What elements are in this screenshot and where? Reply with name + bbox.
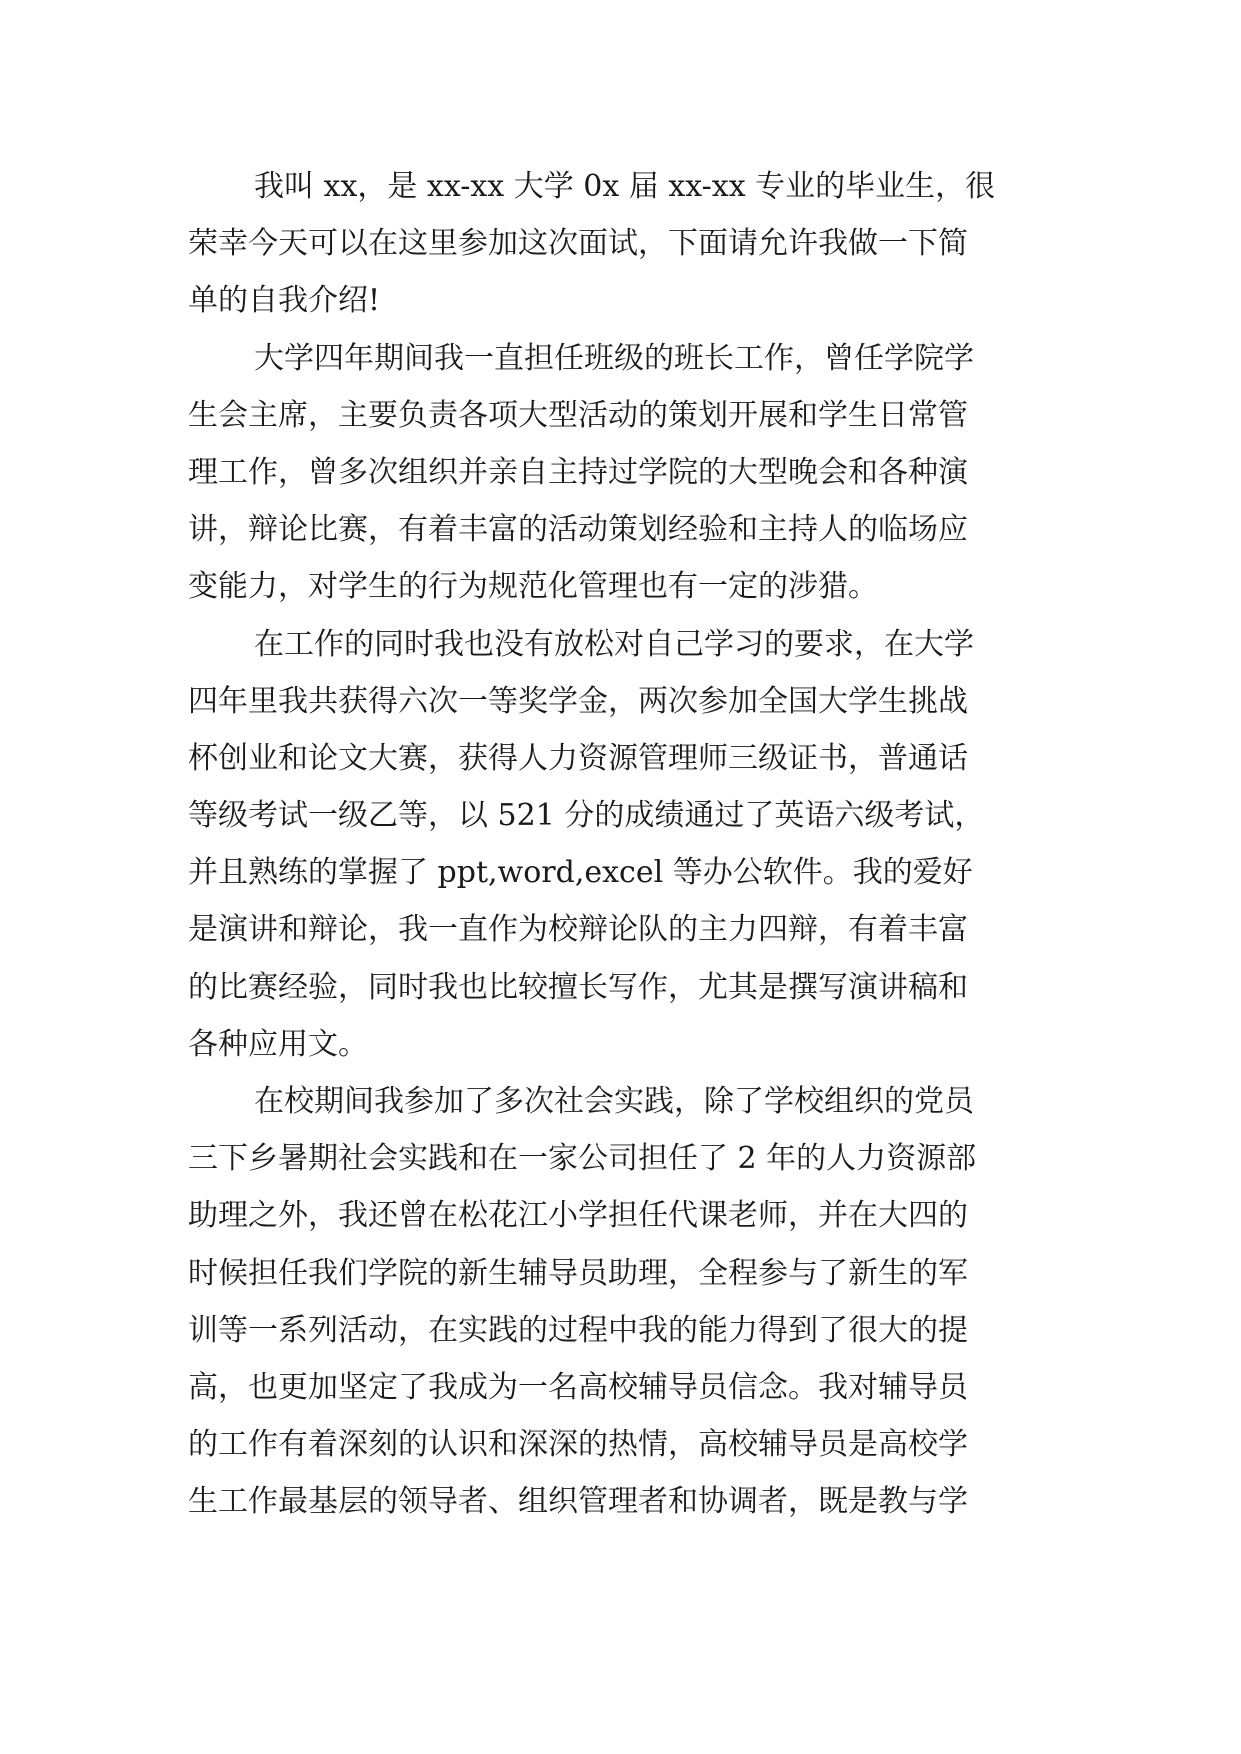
text-line: 训等一系列活动，在实践的过程中我的能力得到了很大的提	[188, 1312, 968, 1348]
paragraph-intro	[188, 158, 1058, 330]
text-line: 生会主席，主要负责各项大型活动的策划开展和学生日常管	[188, 397, 968, 433]
text-line: 在工作的同时我也没有放松对自己学习的要求，在大学	[254, 626, 974, 662]
text-line: 是演讲和辩论，我一直作为校辩论队的主力四辩，有着丰富	[188, 912, 968, 948]
paragraph-study-hobbies	[188, 616, 1058, 1074]
text-line: 单的自我介绍!	[188, 283, 381, 319]
text-line: 理工作，曾多次组织并亲自主持过学院的大型晚会和各种演	[188, 454, 968, 490]
text-line: 等级考试一级乙等，以 521 分的成绩通过了英语六级考试，	[188, 798, 985, 834]
paragraph-social-practice	[188, 1073, 1058, 1531]
text-line: 高，也更加坚定了我成为一名高校辅导员信念。我对辅导员	[188, 1369, 968, 1405]
text-line: 四年里我共获得六次一等奖学金，两次参加全国大学生挑战	[188, 683, 968, 719]
text-line: 三下乡暑期社会实践和在一家公司担任了 2 年的人力资源部	[188, 1141, 977, 1177]
text-line: 各种应用文。	[188, 1026, 368, 1062]
text-line: 并且熟练的掌握了 ppt,word,excel 等办公软件。我的爱好	[188, 855, 973, 891]
text-line: 讲，辩论比赛，有着丰富的活动策划经验和主持人的临场应	[188, 512, 968, 548]
text-line: 我叫 xx，是 xx-xx 大学 0x 届 xx-xx 专业的毕业生，很	[254, 169, 996, 204]
text-line: 变能力，对学生的行为规范化管理也有一定的涉猎。	[188, 569, 878, 605]
text-line: 的比赛经验，同时我也比较擅长写作，尤其是撰写演讲稿和	[188, 969, 968, 1005]
paragraph-student-work	[188, 330, 1058, 616]
text-line: 助理之外，我还曾在松花江小学担任代课老师，并在大四的	[188, 1198, 968, 1234]
text-line: 荣幸今天可以在这里参加这次面试，下面请允许我做一下简	[188, 226, 968, 262]
text-line: 时候担任我们学院的新生辅导员助理，全程参与了新生的军	[188, 1255, 968, 1291]
text-line: 大学四年期间我一直担任班级的班长工作，曾任学院学	[254, 340, 974, 376]
document-body	[188, 158, 1058, 1531]
text-line: 杯创业和论文大赛，获得人力资源管理师三级证书，普通话	[188, 740, 968, 776]
text-line: 生工作最基层的领导者、组织管理者和协调者，既是教与学	[188, 1484, 968, 1520]
text-line: 在校期间我参加了多次社会实践，除了学校组织的党员	[254, 1084, 974, 1119]
text-line: 的工作有着深刻的认识和深深的热情，高校辅导员是高校学	[188, 1427, 968, 1463]
